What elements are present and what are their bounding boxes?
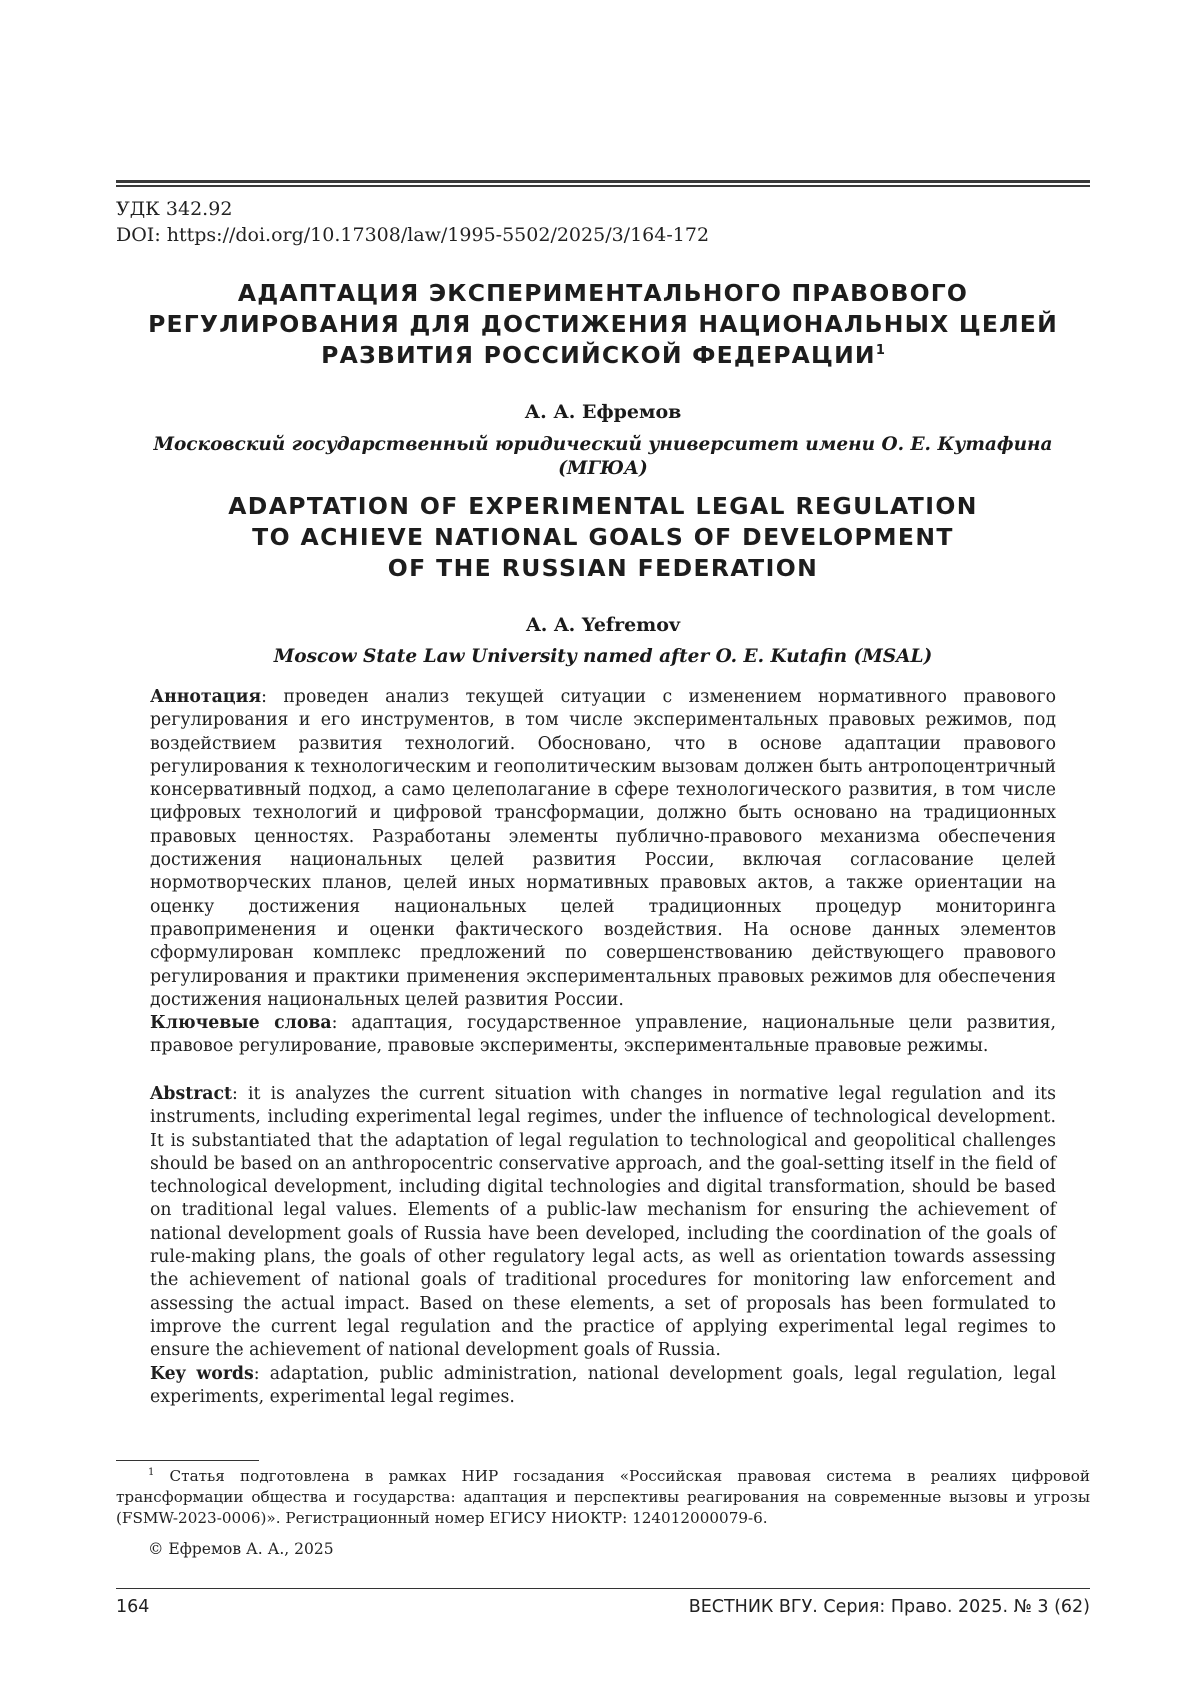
ru-keywords-text: : адаптация, государственное управление, национальные цели развития, правовое регулирование, правовые эксперименты, экспериментальные правовые режимы. [150, 1013, 1056, 1057]
footer-rule [116, 1588, 1090, 1589]
ru-keywords-label: Ключевые слова [150, 1013, 332, 1034]
page-number: 164 [116, 1597, 150, 1617]
footnote [116, 1466, 1090, 1529]
doi-link[interactable]: DOI: https://doi.org/10.17308/law/1995-5502/2025/3/164-172 [116, 224, 710, 246]
ru-title-line: РЕГУЛИРОВАНИЯ ДЛЯ ДОСТИЖЕНИЯ НАЦИОНАЛЬНЫХ ЦЕЛЕЙ [148, 310, 1058, 338]
ru-title-line-last [116, 340, 1090, 371]
en-abstract-paragraph [150, 1083, 1056, 1363]
title-footnote-mark[interactable]: 1 [875, 343, 885, 359]
ru-title-line: РАЗВИТИЯ РОССИЙСКОЙ ФЕДЕРАЦИИ [321, 341, 876, 369]
footnote-separator [116, 1460, 259, 1461]
ru-author: А. А. Ефремов [524, 401, 682, 423]
en-abstract-label: Abstract [150, 1084, 233, 1104]
ru-abstract [150, 686, 1056, 1059]
en-abstract-text: : it is analyzes the current situation with changes in normative legal regulation and its instruments, including experimental legal regimes, under the influence of technological development. It is substantiated that the adaptation of legal regulation to technological and geopolitical challenges should be based on an anthropocentric conservative approach, and the goal-setting itself in the field of technological development, including digital technologies and digital transformation, should be based on traditional legal values. Elements of a public-law mechanism for ensuring the achievement of national development goals of Russia have been developed, including the coordination of the goals of rule-making plans, the goals of other regulatory legal acts, as well as orientation towards assessing the achievement of national goals of traditional procedures for monitoring law enforcement and assessing the actual impact. Based on these elements, a set of proposals has been formulated to improve the current legal regulation and the practice of applying experimental legal regimes to ensure the achievement of national development goals of Russia. [150, 1084, 1056, 1361]
copyright-notice: © Ефремов А. А., 2025 [148, 1540, 334, 1558]
ru-keywords-paragraph [150, 1012, 1056, 1059]
ru-title-line: АДАПТАЦИЯ ЭКСПЕРИМЕНТАЛЬНОГО ПРАВОВОГО [237, 279, 969, 307]
header-rule-thick [116, 180, 1090, 183]
en-article-title [116, 491, 1090, 584]
en-keywords-paragraph [150, 1363, 1056, 1410]
ru-affiliation: Московский государственный юридический университет имени О. Е. Кутафина (МГЮА) [153, 434, 1053, 479]
en-affiliation: Moscow State Law University named after O. E. Kutafin (MSAL) [273, 646, 933, 667]
en-title-line: TO ACHIEVE NATIONAL GOALS OF DEVELOPMENT [252, 523, 954, 551]
en-title-line: ADAPTATION OF EXPERIMENTAL LEGAL REGULATION [228, 492, 978, 520]
ru-abstract-paragraph [150, 686, 1056, 1012]
ru-abstract-text: : проведен анализ текущей ситуации с изменением нормативного правового регулирования и его инструментов, в том числе экспериментальных правовых режимов, под воздействием развития технологий. Обосновано, что в основе адаптации правового регулирования к технологическим и геополитическим вызовам должен быть антропоцентричный консервативный подход, а само целеполагание в сфере технологического развития, в том числе цифровых технологий и цифровой трансформации, должно быть основано на традиционных правовых ценностях. Разработаны элементы публично-правового механизма обеспечения достижения национальных целей развития России, включая согласование целей нормотворческих планов, целей иных нормативных правовых актов, а также ориентации на оценку достижения национальных целей традиционных процедур мониторинга правоприменения и оценки фактического воздействия. На основе данных элементов сформулирован комплекс предложений по совершенствованию действующего правового регулирования и практики применения экспериментальных правовых режимов для обеспечения достижения национальных целей развития России. [150, 687, 1056, 1010]
article-meta [116, 196, 709, 248]
en-keywords-label: Key words [150, 1363, 254, 1384]
en-abstract [150, 1083, 1056, 1409]
ru-article-title [116, 278, 1090, 371]
en-author: A. A. Yefremov [525, 614, 681, 636]
header-rule-thin [116, 185, 1090, 187]
en-keywords-text: : adaptation, public administration, national development goals, legal regulation, legal experiments, experimental legal regimes. [150, 1363, 1057, 1407]
en-title-line: OF THE RUSSIAN FEDERATION [387, 554, 819, 582]
footnote-text: Статья подготовлена в рамках НИР госзадания «Российская правовая система в реалиях цифровой трансформации общества и государства: адаптация и перспективы реагирования на современные вызовы и угрозы (FSMW-2023-0006)». Регистрационный номер ЕГИСУ НИОКТР: 124012000079-6. [116, 1467, 1090, 1527]
footnote-mark: 1 [148, 1466, 155, 1478]
udk-code: УДК 342.92 [116, 198, 233, 220]
journal-running-footer: ВЕСТНИК ВГУ. Серия: Право. 2025. № 3 (62) [688, 1597, 1090, 1617]
ru-abstract-label: Аннотация [150, 687, 262, 707]
